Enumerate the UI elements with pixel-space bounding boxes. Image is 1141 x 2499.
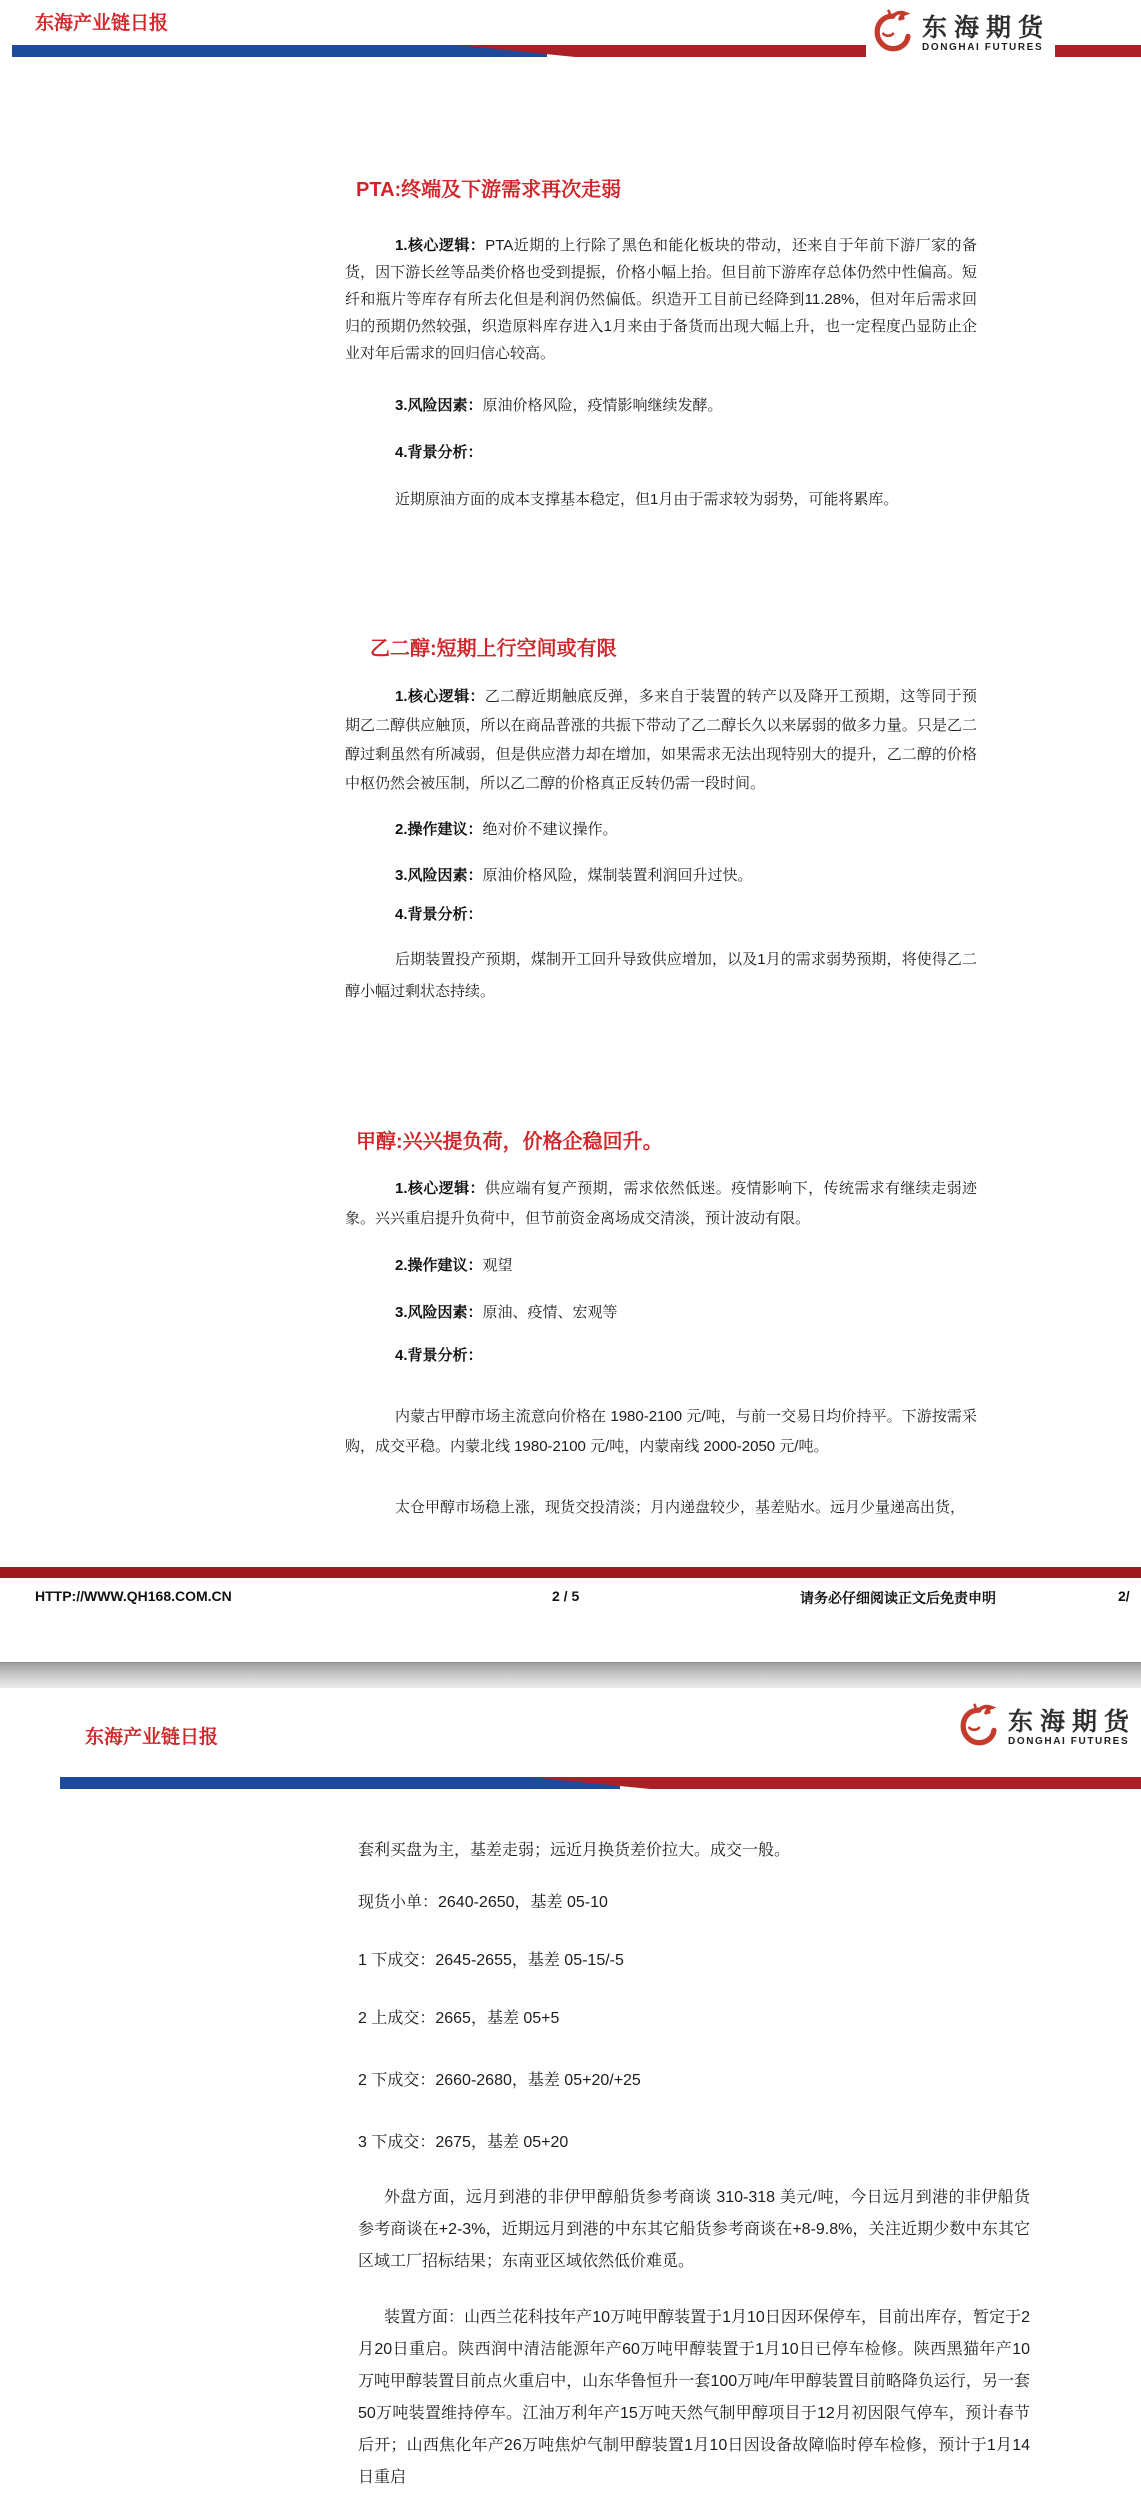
page-gap <box>0 1662 1141 1689</box>
arbitrage-summary-line: 套利买盘为主，基差走弱；远近月换货差价拉大。成交一般。 <box>358 1842 791 1859</box>
footer-url-link[interactable] <box>35 1588 232 1604</box>
paragraph-label: 1.核心逻辑： <box>395 237 486 254</box>
section-title-pta: PTA:终端及下游需求再次走弱 <box>356 179 622 201</box>
paragraph-text: 近期原油方面的成本支撑基本稳定，但1月由于需求较为弱势，可能将累库。 <box>395 491 899 508</box>
donghai-logo <box>866 4 1055 65</box>
paragraph-label: 1.核心逻辑： <box>395 1180 485 1197</box>
deal-line-1: 1 下成交：2645-2655，基差 05-15/-5 <box>358 1952 624 1969</box>
paragraph-text: 原油、疫情、宏观等 <box>482 1304 618 1321</box>
paragraph-text: 观望 <box>482 1257 513 1274</box>
paragraph-text: 绝对价不建议操作。 <box>482 821 618 838</box>
meg-core-paragraph <box>345 682 977 798</box>
section-title-meg: 乙二醇:短期上行空间或有限 <box>370 638 617 660</box>
paragraph-text: 原油价格风险，疫情影响继续发酵。 <box>482 397 723 414</box>
paragraph-text: 内蒙古甲醇市场主流意向价格在 1980-2100 元/吨，与前一交易日均价持平。下游按需采购，成交平稳。内蒙北线 1980-2100 元/吨，内蒙南线 2000-2050 元/吨。 <box>345 1408 977 1455</box>
page-2 <box>0 1688 1141 2499</box>
methanol-advice-paragraph <box>345 1252 977 1279</box>
paragraph-label: 1.核心逻辑： <box>395 688 485 705</box>
paragraph-text: PTA近期的上行除了黑色和能化板块的带动，还来自于年前下游厂家的备货，因下游长丝等品类价格也受到提振，价格小幅上抬。但目前下游库存总体仍然中性偏高。短纤和瓶片等库存有所去化但是利润仍然偏低。织造开工目前已经降到11.28%，但对年后需求回归的预期仍然较强，织造原料库存进入1月来由于备货而出现大幅上升，也一定程度凸显防止企业对年后需求的回归信心较高。 <box>345 237 977 362</box>
paragraph-text: 乙二醇近期触底反弹，多来自于装置的转产以及降开工预期，这等同于预期乙二醇供应触顶，所以在商品普涨的共振下带动了乙二醇长久以来孱弱的做多力量。只是乙二醇过剩虽然有所减弱，但是供应潜力却在增加，如果需求无法出现特别大的提升，乙二醇的价格中枢仍然会被压制，所以乙二醇的价格真正反转仍需一段时间。 <box>345 688 977 792</box>
methanol-background-text-2 <box>345 1494 977 1521</box>
footer-edge-page-number: 2/ <box>1118 1588 1130 1604</box>
pta-risk-paragraph <box>345 392 977 419</box>
paragraph-label: 4.背景分析： <box>395 906 483 923</box>
spot-small-order-line: 现货小单：2640-2650，基差 05-10 <box>358 1894 608 1911</box>
logo-text-cn: 东海期货 <box>1008 1708 1137 1736</box>
methanol-background-text-1 <box>345 1402 977 1462</box>
pta-core-paragraph <box>345 232 977 367</box>
report-title: 东海产业链日报 <box>35 13 169 34</box>
paragraph-label: 4.背景分析： <box>395 1347 483 1364</box>
methanol-core-paragraph <box>345 1174 977 1234</box>
paragraph-label: 2.操作建议： <box>395 821 483 838</box>
paragraph-text: 原油价格风险，煤制装置利润回升过快。 <box>482 867 753 884</box>
paragraph-text: 后期装置投产预期，煤制开工回升导致供应增加，以及1月的需求弱势预期，将使得乙二醇小幅过剩状态持续。 <box>345 951 977 1000</box>
pta-background-text <box>345 486 977 513</box>
logo-text-en: DONGHAI FUTURES <box>922 42 1044 54</box>
header-rule <box>60 1777 1141 1789</box>
deal-line-2: 2 上成交：2665，基差 05+5 <box>358 2010 560 2027</box>
paragraph-label: 2.操作建议： <box>395 1257 483 1274</box>
donghai-dragon-icon <box>957 1700 1001 1757</box>
paragraph-label: 4.背景分析： <box>395 444 483 461</box>
deal-line-4: 3 下成交：2675，基差 05+20 <box>358 2134 569 2151</box>
footer-rule <box>0 1567 1141 1578</box>
footer-page-number: 2 / 5 <box>552 1588 580 1604</box>
footer-url-text[interactable]: HTTP://WWW.QH168.COM.CN <box>35 1588 232 1604</box>
header-rule-blue <box>12 45 547 57</box>
donghai-dragon-icon <box>871 6 915 63</box>
methanol-background-label <box>345 1342 977 1369</box>
paragraph-label: 3.风险因素： <box>395 1304 483 1321</box>
footer-disclaimer: 请务必仔细阅读正文后免责申明 <box>800 1590 996 1606</box>
paragraph-label: 3.风险因素： <box>395 397 483 414</box>
meg-background-label <box>345 901 977 928</box>
offshore-market-paragraph: 外盘方面，远月到港的非伊甲醇船货参考商谈 310-318 美元/吨，今日远月到港的非伊船货参考商谈在+2-3%，近期远月到港的中东其它船货参考商谈在+8-9.8%，关注近期少数中东其它区域工厂招标结果；东南亚区域依然低价难觅。 <box>358 2189 1030 2270</box>
donghai-logo <box>952 1698 1141 1759</box>
logo-text-en: DONGHAI FUTURES <box>1008 1736 1130 1748</box>
meg-advice-paragraph <box>345 816 977 843</box>
header-rule-red <box>530 1777 1141 1789</box>
paragraph-text: 供应端有复产预期，需求依然低迷。疫情影响下，传统需求有继续走弱迹象。兴兴重启提升负荷中，但节前资金离场成交清淡，预计波动有限。 <box>345 1180 977 1227</box>
meg-background-text <box>345 944 977 1008</box>
paragraph-text: 太仓甲醇市场稳上涨，现货交投清淡；月内递盘较少，基差贴水。远月少量递高出货， <box>395 1499 966 1516</box>
meg-risk-paragraph <box>345 862 977 889</box>
methanol-risk-paragraph <box>345 1299 977 1326</box>
header-rule-blue <box>60 1777 620 1789</box>
plant-status-paragraph: 装置方面：山西兰花科技年产10万吨甲醇装置于1月10日因环保停车，目前出库存，暂定于2月20日重启。陕西润中清洁能源年产60万吨甲醇装置于1月10日已停车检修。陕西黑猫年产10万吨甲醇装置目前点火重启中，山东华鲁恒升一套100万吨/年甲醇装置目前略降负运行，另一套50万吨装置维持停车。江油万利年产15万吨天然气制甲醇项目于12月初因限气停车，预计春节后开；山西焦化年产26万吨焦炉气制甲醇装置1月10日因设备故障临时停车检修，预计于1月14日重启 <box>358 2309 1030 2486</box>
report-title: 东海产业链日报 <box>85 1727 219 1748</box>
paragraph-label: 3.风险因素： <box>395 867 483 884</box>
logo-text-cn: 东海期货 <box>922 14 1051 42</box>
deal-line-3: 2 下成交：2660-2680，基差 05+20/+25 <box>358 2072 641 2089</box>
pta-background-label <box>345 439 977 466</box>
section-title-methanol: 甲醇:兴兴提负荷，价格企稳回升。 <box>356 1131 663 1153</box>
